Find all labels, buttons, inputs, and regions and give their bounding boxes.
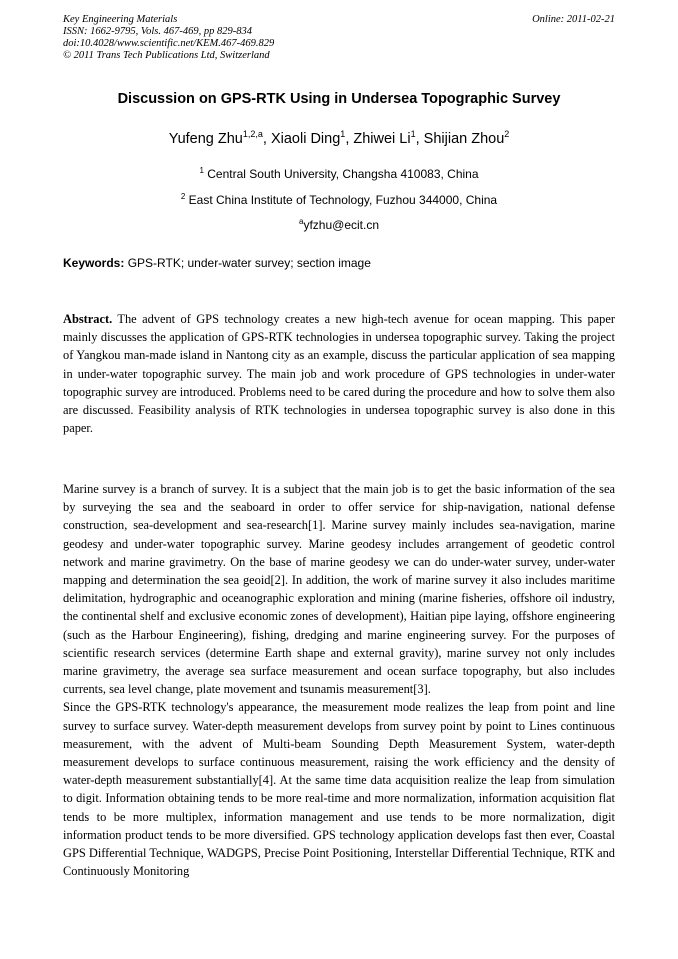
keywords-text: GPS-RTK; under-water survey; section image	[127, 256, 371, 270]
body-paragraph: Since the GPS-RTK technology's appearance, the measurement mode realizes the leap from point and line survey to surface survey. Water-depth measurement develops from survey point by point to Lines continuous measurement, with the advent of Multi-beam Sounding Depth Measurement System, water-depth measurement develops to surface continuous measurement, raising the work efficiency and the density of water-depth measurement substantially[4]. At the same time data acquisition realize the leap from simulation to digit. Information obtaining tends to be more real-time and more normalization, information acquisition flat tends to be more multiplex, information management and use tends to be more normalization, digit information product tends to be more diversified. GPS technology application develops fast then ever, Coastal GPS Differential Technique, WADGPS, Precise Point Positioning, Interstellar Differential Technique, RTK and Continuously Monitoring	[63, 700, 615, 879]
doi-line: doi:10.4028/www.scientific.net/KEM.467-469.829	[63, 38, 275, 49]
affiliation-mark: 1	[199, 166, 204, 175]
issn-line: ISSN: 1662-9795, Vols. 467-469, pp 829-834	[63, 26, 252, 37]
affiliation-text: Central South University, Changsha 410083, China	[207, 167, 479, 181]
author-name: Zhiwei Li	[353, 131, 411, 147]
body-text	[63, 480, 615, 880]
keywords-label: Keywords:	[63, 256, 125, 270]
author-email	[0, 218, 678, 232]
author-name: Yufeng Zhu	[168, 131, 243, 147]
copyright-line: © 2011 Trans Tech Publications Ltd, Switzerland	[63, 50, 270, 61]
author-affiliation-mark: 2	[504, 129, 510, 140]
abstract-paragraph	[63, 310, 615, 437]
journal-header	[63, 14, 615, 62]
abstract-label: Abstract.	[63, 312, 113, 326]
affiliation-text: East China Institute of Technology, Fuzhou 344000, China	[188, 193, 498, 207]
author-list: Yufeng Zhu$^{1,2,a}$, Xiaoli Ding$^1$, Zhiwei Li$^1$, Shijian Zhou$^2$	[168, 129, 510, 147]
keywords-line	[63, 256, 615, 270]
author-affiliation-mark: 1,2,a	[242, 129, 263, 140]
affiliation-mark: 2	[180, 192, 186, 201]
affiliation-1	[0, 167, 678, 181]
online-date: Online: 2011-02-21	[532, 14, 615, 25]
journal-name: Key Engineering Materials	[63, 14, 178, 25]
affiliation-2	[0, 193, 678, 207]
author-affiliation-mark: 1	[340, 129, 346, 140]
author-name: Xiaoli Ding	[270, 131, 341, 147]
body-paragraph: Marine survey is a branch of survey. It is a subject that the main job is to get the basic information of the sea by surveying the sea and the seaboard in order to offer service for ship-navigation, national defense construction, sea-development and sea-research[1]. Marine survey mainly includes sea-navigation, marine geodesy and under-water topographic survey. Marine geodesy includes arrangement of geodetic control network and marine gravimetry. On the base of marine geodesy we can do under-water survey, under-water mapping and determination the sea geoid[2]. In addition, the work of marine survey it also includes maritime delimitation, hydrographic and oceanographic exploration and mining (marine fisheries, offshore oil industry, the continental shelf and exclusive economic zones of development), Haitian pipe laying, offshore engineering (such as the Harbour Engineering), fishing, dredging and marine engineering survey. For the purposes of scientific research services (determine Earth shape and external gravity), marine survey not only includes marine gravimetry, the average sea surface measurement and ocean surface topography, but also includes currents, sea level change, plate movement and tsunamis measurement[3].	[63, 482, 615, 697]
author-affiliation-mark: 1	[410, 129, 416, 140]
author-name: Shijian Zhou	[423, 131, 505, 147]
email-mark: a	[299, 217, 304, 226]
paper-title: Discussion on GPS-RTK Using in Undersea Topographic Survey	[117, 91, 561, 107]
email-text: yfzhu@ecit.cn	[303, 218, 379, 232]
abstract-text: The advent of GPS technology creates a new high-tech avenue for ocean mapping. This paper mainly discusses the application of GPS-RTK technologies in undersea topographic survey. Taking the project of Yangkou man-made island in Nantong city as an example, discuss the particular application of sea mapping in under-water topographic survey. The main job and work procedure of GPS technologies in under-water topographic survey are introduced. Problems need to be cared during the procedure and how to solve them also are discussed. Feasibility analysis of RTK technologies in undersea topographic survey is also done in this paper.	[63, 312, 615, 436]
